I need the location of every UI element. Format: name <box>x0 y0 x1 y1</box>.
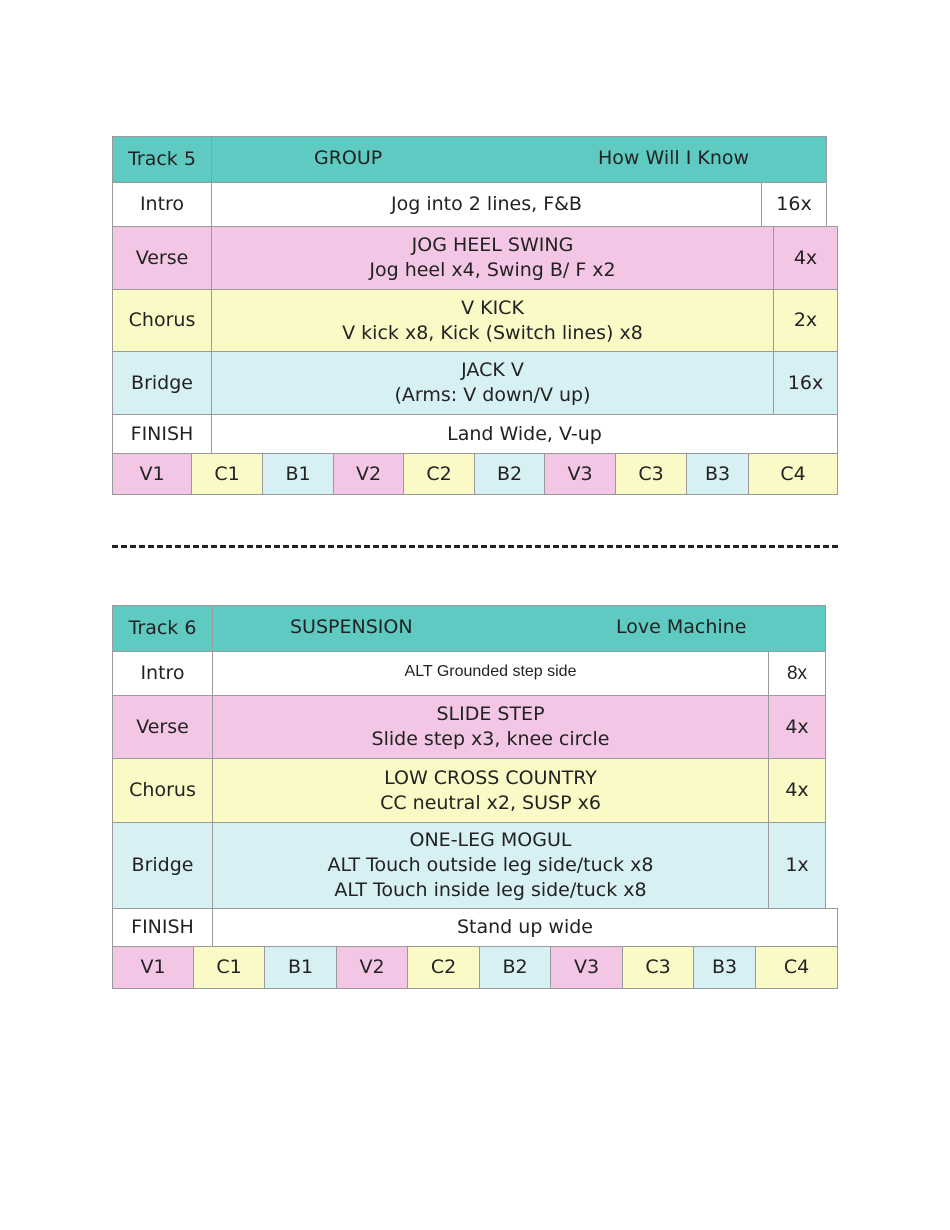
track6-seq-7 <box>550 946 623 989</box>
track5-chorus-label <box>112 289 212 352</box>
track6-seq-8 <box>622 946 694 989</box>
track6-bridge-label <box>112 822 213 909</box>
track5-bridge-count-text: 16x <box>787 371 824 394</box>
track5-chorus-move <box>211 289 774 352</box>
track5-type: GROUP <box>314 147 383 169</box>
track5-intro-label <box>112 182 212 227</box>
track6-chorus-count <box>768 758 826 823</box>
track6-seq-5-text: C2 <box>430 956 457 978</box>
track6-finish-label <box>112 908 213 947</box>
track6-type: SUSPENSION <box>290 616 413 638</box>
track6-chorus-label-text: Chorus <box>129 779 196 801</box>
track5-verse-label-text: Verse <box>135 246 189 269</box>
track6-seq-8-text: C3 <box>645 956 671 978</box>
track6-bridge-move <box>212 822 769 909</box>
track5-finish-label-text: FINISH <box>130 422 194 445</box>
track6-seq-6-text: B2 <box>502 956 528 978</box>
track6-bridge-count <box>768 822 826 909</box>
track6-bridge-detail-1: ALT Touch outside leg side/tuck x8 <box>327 854 654 876</box>
track5-seq-6 <box>474 453 545 495</box>
track6-chorus-move <box>212 758 769 823</box>
track6-number <box>112 605 213 652</box>
track6-seq-4 <box>336 946 408 989</box>
track5-chorus-detail: V kick x8, Kick (Switch lines) x8 <box>342 321 643 344</box>
track5-seq-9-text: B3 <box>704 462 731 485</box>
track5-seq-7-text: V3 <box>567 462 593 485</box>
track6-verse-label <box>112 695 213 759</box>
track5-bridge-count <box>773 351 838 415</box>
track5-verse-move <box>211 226 774 290</box>
track5-bridge-detail: (Arms: V down/V up) <box>394 384 591 406</box>
track5-seq-4 <box>333 453 404 495</box>
track6-song: Love Machine <box>616 616 747 638</box>
track6-chorus-title: LOW CROSS COUNTRY <box>384 766 597 789</box>
track5-chorus-label-text: Chorus <box>128 309 196 331</box>
track5-verse-title: JOG HEEL SWING <box>411 234 574 256</box>
track5-chorus-count <box>773 289 838 352</box>
track5-seq-1-text: V1 <box>139 462 165 485</box>
track6-intro-count-text: 8x <box>786 663 808 684</box>
track6-seq-9 <box>693 946 756 989</box>
track6-seq-10 <box>755 946 838 989</box>
section-divider <box>112 545 838 548</box>
track6-seq-3-text: B1 <box>287 956 314 978</box>
track6-bridge-count-text: 1x <box>785 854 809 876</box>
track5-number <box>112 136 212 183</box>
track6-verse-count <box>768 695 826 759</box>
track5-intro-move <box>211 182 762 227</box>
track5-verse-detail: Jog heel x4, Swing B/ F x2 <box>369 259 616 281</box>
track6-seq-2-text: C1 <box>216 956 242 978</box>
track5-seq-10-text: C4 <box>780 462 806 485</box>
track5-seq-8-text: C3 <box>638 462 664 485</box>
track5-seq-3 <box>262 453 334 495</box>
track6-seq-10-text: C4 <box>783 956 810 978</box>
track5-song: How Will I Know <box>598 147 750 169</box>
track5-bridge-label-text: Bridge <box>131 371 193 394</box>
track5-seq-10 <box>748 453 838 495</box>
track6-seq-2 <box>193 946 265 989</box>
track6-verse-detail: Slide step x3, knee circle <box>371 728 610 750</box>
track6-intro-label <box>112 651 213 696</box>
track6-seq-5 <box>407 946 480 989</box>
track6-intro-label-text: Intro <box>140 662 185 684</box>
track6-seq-7-text: V3 <box>573 956 600 978</box>
track5-seq-9 <box>686 453 749 495</box>
track5-seq-4-text: V2 <box>355 462 382 485</box>
track6-intro-move-text: ALT Grounded step side <box>404 663 577 680</box>
track5-verse-count-text: 4x <box>793 246 818 269</box>
track6-seq-6 <box>479 946 551 989</box>
track5-number-label: Track 5 <box>128 148 196 170</box>
track5-bridge-move <box>211 351 774 415</box>
track5-seq-5 <box>403 453 475 495</box>
track5-intro-count-text: 16x <box>776 193 812 215</box>
track5-seq-3-text: B1 <box>285 462 311 485</box>
track6-chorus-label <box>112 758 213 823</box>
track6-seq-4-text: V2 <box>359 956 385 978</box>
track5-seq-5-text: C2 <box>426 462 452 485</box>
track5-bridge-title: JACK V <box>461 359 524 381</box>
track5-seq-1 <box>112 453 192 495</box>
track5-finish-label <box>112 414 212 454</box>
track6-intro-move <box>212 651 769 696</box>
track5-seq-2 <box>191 453 263 495</box>
track5-seq-8 <box>615 453 687 495</box>
track6-number-label: Track 6 <box>128 617 197 639</box>
track5-intro-move-text: Jog into 2 lines, F&B <box>391 193 582 215</box>
track6-finish-move-text: Stand up wide <box>456 916 593 938</box>
track6-chorus-detail: CC neutral x2, SUSP x6 <box>380 791 601 814</box>
track6-intro-count <box>768 651 826 696</box>
track6-seq-3 <box>264 946 337 989</box>
track6-bridge-detail-2: ALT Touch inside leg side/tuck x8 <box>334 879 647 901</box>
track5-intro-label-text: Intro <box>139 193 185 215</box>
track5-seq-6-text: B2 <box>496 462 523 485</box>
track5-finish-move <box>211 414 838 454</box>
track6-finish-move <box>212 908 838 947</box>
track5-seq-7 <box>544 453 616 495</box>
track5-seq-2-text: C1 <box>214 462 240 485</box>
track5-bridge-label <box>112 351 212 415</box>
track6-seq-1-text: V1 <box>140 956 166 978</box>
track6-verse-title: SLIDE STEP <box>436 703 545 725</box>
track5-chorus-count-text: 2x <box>793 309 818 331</box>
track6-seq-1 <box>112 946 194 989</box>
track5-verse-count <box>773 226 838 290</box>
track6-verse-count-text: 4x <box>785 715 809 738</box>
track6-seq-9-text: B3 <box>711 956 738 978</box>
track6-chorus-count-text: 4x <box>785 779 809 801</box>
track5-verse-label <box>112 226 212 290</box>
track6-bridge-label-text: Bridge <box>131 854 194 876</box>
track6-verse-move <box>212 695 769 759</box>
track5-intro-count <box>761 182 827 227</box>
track6-verse-label-text: Verse <box>136 715 189 738</box>
track6-finish-label-text: FINISH <box>131 916 194 938</box>
track6-bridge-title: ONE-LEG MOGUL <box>409 829 572 851</box>
track5-chorus-title: V KICK <box>461 296 524 319</box>
track5-finish-move-text: Land Wide, V-up <box>447 422 602 445</box>
